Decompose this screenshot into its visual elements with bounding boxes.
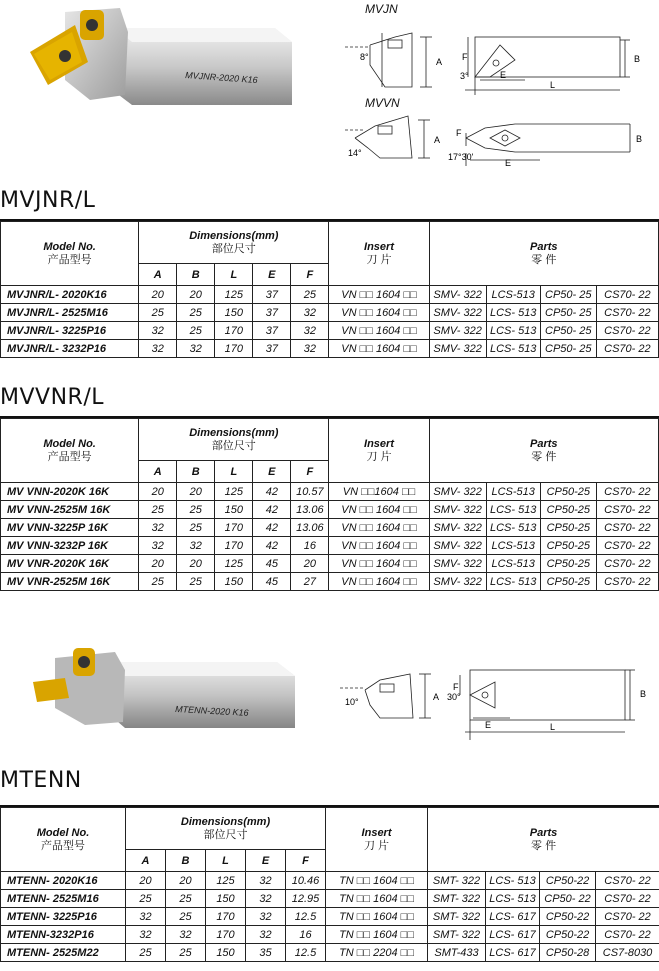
cell-part-3: CP50-22 (540, 908, 596, 926)
dim-e-label-mtenn: E (485, 720, 492, 730)
dim-f-label-mtenn: F (453, 682, 459, 692)
cell-part-4: CS70- 22 (596, 322, 658, 340)
cell-part-2: LCS-513 (486, 555, 540, 573)
cell-model: MV VNN-2020K 16K (1, 483, 139, 501)
cell-l: 150 (206, 890, 246, 908)
cell-f: 25 (291, 286, 329, 304)
cell-part-3: CP50-22 (540, 926, 596, 944)
cell-insert: TN □□ 1604 □□ (326, 872, 428, 890)
cell-part-4: CS70- 22 (596, 573, 658, 591)
cell-b: 25 (166, 944, 206, 962)
cell-insert: VN □□ 1604 □□ (329, 304, 429, 322)
cell-a: 20 (139, 483, 177, 501)
table-row (1, 340, 659, 358)
dim-a-label-mtenn: A (433, 692, 440, 702)
cell-model: MV VNN-2525M 16K (1, 501, 139, 519)
header-f: F (291, 461, 329, 483)
cell-model: MV VNN-3225P 16K (1, 519, 139, 537)
cell-l: 125 (215, 483, 253, 501)
header-dimensions-cn: 部位尺寸 (211, 242, 256, 255)
cell-f: 16 (291, 537, 329, 555)
cell-insert: VN □□ 1604 □□ (329, 322, 429, 340)
cell-part-2: LCS- 513 (486, 519, 540, 537)
cell-a: 32 (139, 537, 177, 555)
cell-part-3: CP50- 25 (540, 340, 596, 358)
spec-table-mvvnr (0, 418, 659, 591)
cell-f: 10.57 (291, 483, 329, 501)
cell-e: 37 (253, 286, 291, 304)
cell-a: 32 (139, 340, 177, 358)
header-e: E (253, 264, 291, 286)
cell-part-2: LCS- 513 (486, 322, 540, 340)
header-model: Model No. (43, 240, 96, 253)
header-e: E (246, 850, 286, 872)
cell-l: 170 (215, 322, 253, 340)
tool1-marking: MVJNR-2020 K16 (184, 70, 258, 86)
header-e: E (253, 461, 291, 483)
cell-part-2: LCS- 513 (486, 872, 540, 890)
cell-f: 16 (286, 926, 326, 944)
dim-f-label-mvvn: F (456, 128, 462, 138)
header-insert-cn: 刀 片 (366, 253, 392, 266)
cell-e: 42 (253, 483, 291, 501)
table-row (1, 501, 659, 519)
cell-e: 37 (253, 322, 291, 340)
dim-b-label: B (634, 54, 641, 64)
cell-l: 125 (215, 286, 253, 304)
cell-b: 25 (177, 573, 215, 591)
cell-f: 32 (291, 304, 329, 322)
cell-a: 25 (139, 573, 177, 591)
table-row (1, 304, 659, 322)
table-row (1, 908, 659, 926)
cell-a: 32 (126, 908, 166, 926)
table-row (1, 483, 659, 501)
cell-l: 150 (215, 304, 253, 322)
cell-part-3: CP50- 25 (540, 304, 596, 322)
cell-e: 32 (246, 872, 286, 890)
cell-part-3: CP50-25 (540, 501, 596, 519)
header-parts: Parts (530, 240, 558, 253)
cell-part-4: CS70- 22 (596, 908, 659, 926)
cell-part-3: CP50- 22 (540, 890, 596, 908)
cell-part-3: CP50- 25 (540, 322, 596, 340)
cell-part-3: CP50-25 (540, 483, 596, 501)
dim-b-label-mvvn: B (636, 134, 643, 144)
cell-e: 37 (253, 304, 291, 322)
cell-f: 12.5 (286, 944, 326, 962)
cell-part-3: CP50-25 (540, 573, 596, 591)
cell-insert: VN □□ 1604 □□ (329, 537, 429, 555)
header-insert-cn: 刀 片 (366, 450, 392, 463)
dim-a-label: A (436, 57, 443, 67)
cell-b: 25 (177, 322, 215, 340)
cell-e: 45 (253, 573, 291, 591)
cell-part-1: SMV- 322 (429, 555, 486, 573)
cell-insert: TN □□ 1604 □□ (326, 926, 428, 944)
header-parts-cn: 零 件 (531, 839, 557, 852)
cell-insert: VN □□ 1604 □□ (329, 501, 429, 519)
cell-model: MV VNR-2525M 16K (1, 573, 139, 591)
cell-insert: TN □□ 1604 □□ (326, 908, 428, 926)
cell-part-1: SMV- 322 (429, 573, 486, 591)
cell-part-4: CS70- 22 (596, 872, 659, 890)
table-row (1, 890, 659, 908)
cell-model: MVJNR/L- 2020K16 (1, 286, 139, 304)
cell-part-2: LCS-513 (486, 483, 540, 501)
cell-l: 125 (206, 872, 246, 890)
angle-10-label: 10° (345, 697, 359, 707)
table-row (1, 322, 659, 340)
cell-e: 42 (253, 537, 291, 555)
dim-e-label: E (500, 70, 507, 80)
cell-part-2: LCS-513 (486, 286, 540, 304)
cell-a: 32 (139, 519, 177, 537)
cell-f: 32 (291, 322, 329, 340)
header-dimensions: Dimensions(mm) (189, 426, 279, 439)
header-model: Model No. (43, 437, 96, 450)
cell-e: 32 (246, 890, 286, 908)
header-parts-cn: 零 件 (531, 450, 557, 463)
cell-a: 20 (126, 872, 166, 890)
cell-model: MTENN- 2525M22 (1, 944, 126, 962)
header-parts: Parts (530, 437, 558, 450)
cell-b: 20 (177, 555, 215, 573)
section-title-mvjnr: MVJNR/L (0, 188, 96, 213)
cell-b: 25 (177, 304, 215, 322)
tool-photo-mvjnr (20, 0, 300, 115)
cell-part-1: SMT- 322 (428, 890, 486, 908)
header-a: A (126, 850, 166, 872)
spec-table-mvjnr (0, 221, 659, 358)
header-model-cn: 产品型号 (47, 450, 92, 463)
cell-l: 150 (215, 501, 253, 519)
header-l: L (215, 461, 253, 483)
angle-3-label: 3° (460, 71, 469, 81)
dim-l-label-mtenn: L (550, 722, 556, 732)
cell-part-1: SMT- 322 (428, 872, 486, 890)
header-b: B (177, 461, 215, 483)
cell-l: 150 (206, 944, 246, 962)
cell-insert: VN □□ 1604 □□ (329, 573, 429, 591)
header-dimensions-cn: 部位尺寸 (211, 439, 256, 452)
header-model: Model No. (36, 826, 90, 839)
cell-part-1: SMV- 322 (429, 537, 486, 555)
cell-model: MTENN- 2525M16 (1, 890, 126, 908)
cell-part-2: LCS- 513 (486, 890, 540, 908)
header-l: L (206, 850, 246, 872)
cell-b: 25 (166, 908, 206, 926)
cell-part-2: LCS- 513 (486, 501, 540, 519)
cell-a: 32 (126, 926, 166, 944)
cell-f: 13.06 (291, 519, 329, 537)
angle-1730-label: 17°30' (448, 152, 474, 162)
cell-model: MVJNR/L- 2525M16 (1, 304, 139, 322)
dim-b-label-mtenn: B (640, 689, 647, 699)
dim-l-label: L (550, 80, 556, 90)
cell-a: 25 (126, 890, 166, 908)
diagram-label-mvjn: MVJN (365, 2, 398, 16)
cell-model: MTENN- 2020K16 (1, 872, 126, 890)
cell-part-2: LCS- 513 (486, 304, 540, 322)
cell-insert: VN □□ 1604 □□ (329, 519, 429, 537)
cell-insert: TN □□ 1604 □□ (326, 890, 428, 908)
header-f: F (286, 850, 326, 872)
table-row (1, 573, 659, 591)
table-row (1, 555, 659, 573)
table-row (1, 944, 659, 962)
tool-photo-mtenn (25, 640, 300, 735)
cell-part-2: LCS- 513 (486, 573, 540, 591)
cell-b: 20 (177, 286, 215, 304)
cell-f: 32 (291, 340, 329, 358)
cell-part-4: CS70- 22 (596, 286, 658, 304)
cell-b: 32 (166, 926, 206, 944)
header-model-cn: 产品型号 (41, 839, 85, 852)
cell-l: 170 (206, 908, 246, 926)
cell-l: 170 (206, 926, 246, 944)
cell-part-4: CS70- 22 (596, 340, 658, 358)
cell-insert: VN □□1604 □□ (329, 483, 429, 501)
cell-part-4: CS70- 22 (596, 890, 659, 908)
spec-table-mtenn (0, 807, 659, 962)
table-row (1, 926, 659, 944)
cell-part-4: CS70- 22 (596, 483, 658, 501)
cell-part-2: LCS- 617 (486, 926, 540, 944)
cell-part-4: CS70- 22 (596, 304, 658, 322)
header-parts: Parts (529, 826, 558, 839)
cell-part-3: CP50-25 (540, 555, 596, 573)
table-row (1, 286, 659, 304)
cell-part-2: LCS- 513 (486, 340, 540, 358)
header-model-cn: 产品型号 (47, 253, 92, 266)
cell-f: 10.46 (286, 872, 326, 890)
cell-a: 20 (139, 286, 177, 304)
header-f: F (291, 264, 329, 286)
cell-model: MVJNR/L- 3225P16 (1, 322, 139, 340)
cell-b: 25 (177, 501, 215, 519)
cell-model: MV VNN-3232P 16K (1, 537, 139, 555)
cell-part-3: CP50- 25 (540, 286, 596, 304)
cell-part-2: LCS-513 (486, 537, 540, 555)
section-title-mvvnr: MVVNR/L (0, 385, 104, 410)
cell-b: 32 (177, 340, 215, 358)
cell-part-3: CP50-25 (540, 537, 596, 555)
dim-e-label-mvvn: E (505, 158, 512, 168)
cell-part-1: SMV- 322 (429, 286, 486, 304)
cell-a: 20 (139, 555, 177, 573)
cell-e: 32 (246, 908, 286, 926)
cell-insert: TN □□ 2204 □□ (326, 944, 428, 962)
cell-model: MTENN- 3225P16 (1, 908, 126, 926)
dim-a-label-mvvn: A (434, 135, 441, 145)
cell-part-4: CS70- 22 (596, 519, 658, 537)
header-a: A (139, 264, 177, 286)
cell-part-2: LCS- 617 (486, 944, 540, 962)
header-parts-cn: 零 件 (531, 253, 557, 266)
cell-part-1: SMV- 322 (429, 501, 486, 519)
cell-part-3: CP50-25 (540, 519, 596, 537)
cell-f: 12.5 (286, 908, 326, 926)
cell-l: 125 (215, 555, 253, 573)
section-title-mtenn: MTENN (0, 768, 82, 793)
angle-30-label: 30° (447, 692, 461, 702)
cell-part-3: CP50-28 (540, 944, 596, 962)
cell-part-1: SMV- 322 (429, 519, 486, 537)
cell-insert: VN □□ 1604 □□ (329, 555, 429, 573)
table-row (1, 537, 659, 555)
cell-e: 45 (253, 555, 291, 573)
cell-b: 32 (177, 537, 215, 555)
header-b: B (177, 264, 215, 286)
cell-model: MV VNR-2020K 16K (1, 555, 139, 573)
table-row (1, 519, 659, 537)
cell-part-4: CS7-8030 (596, 944, 659, 962)
cell-l: 150 (215, 573, 253, 591)
header-insert: Insert (361, 826, 392, 839)
cell-e: 42 (253, 519, 291, 537)
diagram-label-mvvn: MVVN (365, 96, 400, 110)
cell-l: 170 (215, 340, 253, 358)
cell-part-1: SMV- 322 (429, 304, 486, 322)
cell-part-2: LCS- 617 (486, 908, 540, 926)
header-l: L (215, 264, 253, 286)
cell-insert: VN □□ 1604 □□ (329, 340, 429, 358)
cell-part-1: SMV- 322 (429, 483, 486, 501)
cell-model: MTENN-3232P16 (1, 926, 126, 944)
header-a: A (139, 461, 177, 483)
cell-part-1: SMV- 322 (429, 340, 486, 358)
cell-part-4: CS70- 22 (596, 926, 659, 944)
cell-model: MVJNR/L- 3232P16 (1, 340, 139, 358)
cell-f: 27 (291, 573, 329, 591)
cell-b: 25 (166, 890, 206, 908)
dim-f-label: F (462, 52, 468, 62)
cell-part-1: SMV- 322 (429, 322, 486, 340)
cell-e: 42 (253, 501, 291, 519)
cell-part-4: CS70- 22 (596, 537, 658, 555)
cell-b: 20 (177, 483, 215, 501)
cell-e: 35 (246, 944, 286, 962)
cell-e: 37 (253, 340, 291, 358)
diagram-mtenn (335, 660, 659, 745)
cell-f: 20 (291, 555, 329, 573)
tool2-marking: MTENN-2020 K16 (174, 704, 249, 718)
cell-b: 25 (177, 519, 215, 537)
cell-a: 25 (139, 501, 177, 519)
cell-a: 32 (139, 322, 177, 340)
header-insert: Insert (364, 437, 394, 450)
header-insert: Insert (364, 240, 394, 253)
diagram-mvvn (340, 108, 659, 170)
cell-part-1: SMT- 322 (428, 926, 486, 944)
cell-part-4: CS70- 22 (596, 501, 658, 519)
cell-a: 25 (126, 944, 166, 962)
table-row (1, 872, 659, 890)
cell-a: 25 (139, 304, 177, 322)
header-dimensions-cn: 部位尺寸 (203, 828, 248, 841)
angle-14-label: 14° (348, 148, 362, 158)
header-b: B (166, 850, 206, 872)
cell-part-3: CP50-22 (540, 872, 596, 890)
cell-l: 170 (215, 519, 253, 537)
cell-part-1: SMT- 322 (428, 908, 486, 926)
cell-e: 32 (246, 926, 286, 944)
header-dimensions: Dimensions(mm) (189, 229, 279, 242)
cell-l: 170 (215, 537, 253, 555)
cell-f: 12.95 (286, 890, 326, 908)
cell-part-1: SMT-433 (428, 944, 486, 962)
cell-part-4: CS70- 22 (596, 555, 658, 573)
diagram-mvjn (340, 15, 659, 100)
cell-insert: VN □□ 1604 □□ (329, 286, 429, 304)
angle-8-label: 8° (360, 52, 369, 62)
cell-b: 20 (166, 872, 206, 890)
cell-f: 13.06 (291, 501, 329, 519)
header-dimensions: Dimensions(mm) (180, 815, 271, 828)
header-insert-cn: 刀 片 (364, 839, 390, 852)
